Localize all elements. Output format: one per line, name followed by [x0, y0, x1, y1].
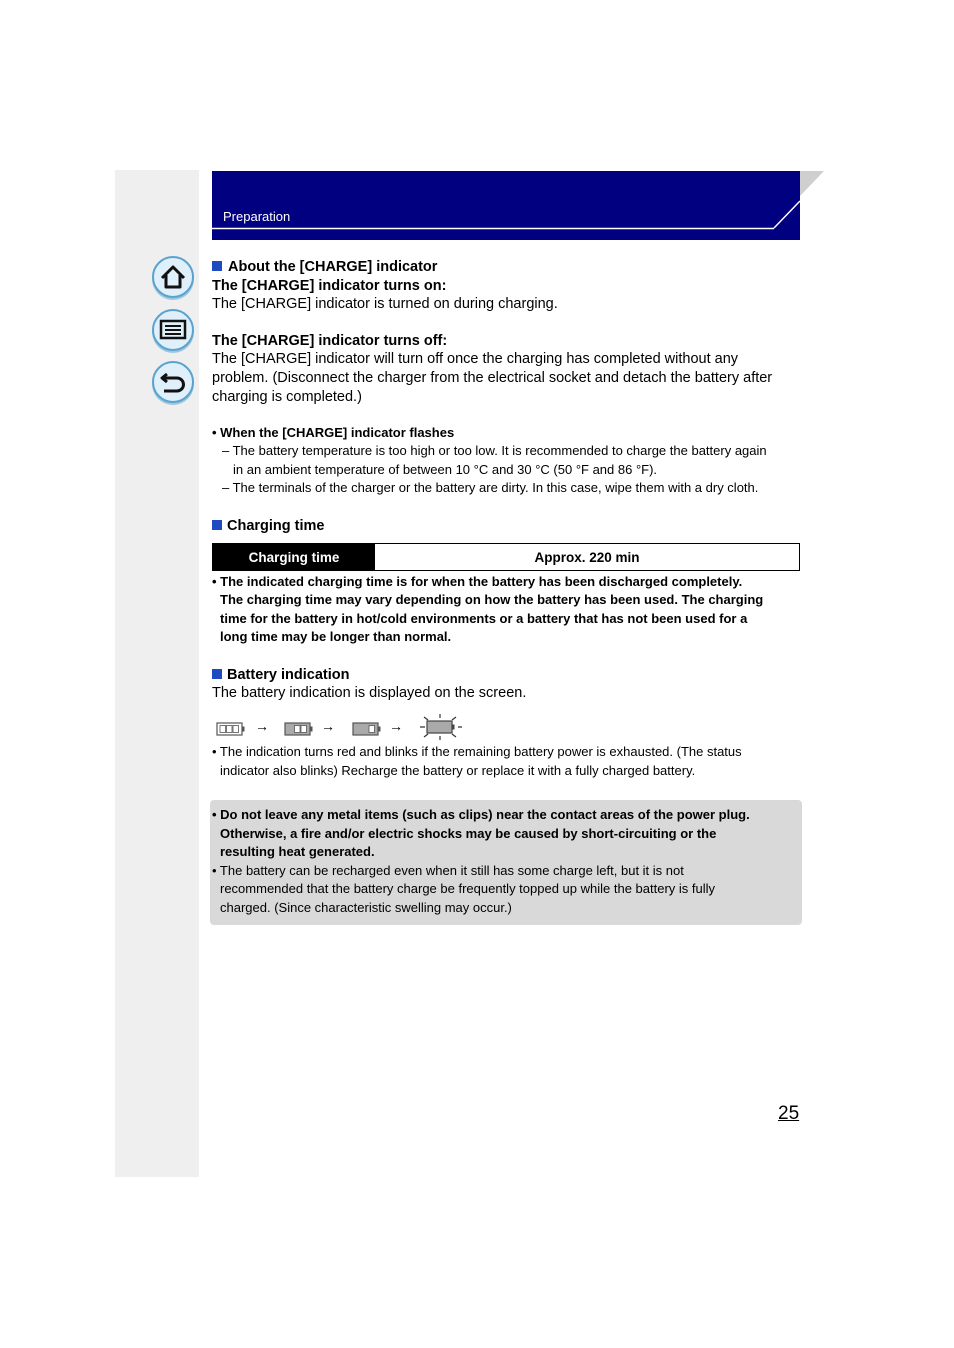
battery-empty-blinking-icon — [418, 713, 464, 741]
caution-line: • The battery can be recharged even when it still has some charge left, but it is not — [212, 863, 684, 878]
home-icon — [150, 255, 196, 301]
battery-indication-text: The battery indication is displayed on the screen. — [212, 685, 527, 701]
battery-note-line: indicator also blinks) Recharge the battery or replace it with a fully charged battery. — [220, 763, 696, 778]
charging-time-heading: Charging time — [212, 517, 324, 536]
charging-note-line: • The indicated charging time is for when the battery has been discharged completely. — [212, 574, 743, 589]
arrow-icon: → — [255, 718, 269, 734]
turns-off-line: problem. (Disconnect the charger from the electrical socket and detach the battery after — [212, 370, 773, 386]
charging-note-line: time for the battery in hot/cold environments or a battery that has not been used for a — [220, 611, 748, 626]
back-button[interactable] — [150, 360, 196, 406]
caution-line: recommended that the battery charge be frequently topped up while the battery is fully — [220, 881, 716, 896]
table-header-cell: Charging time — [213, 544, 375, 570]
contents-list-icon — [150, 308, 196, 354]
charge-indicator-heading: About the [CHARGE] indicator — [212, 258, 437, 277]
home-button[interactable] — [150, 255, 196, 301]
battery-note-line: • The indication turns red and blinks if the remaining battery power is exhausted. (The status — [212, 744, 742, 759]
header-underline — [212, 227, 782, 230]
turns-off-line: The [CHARGE] indicator will turn off once the charging has completed without any — [212, 351, 739, 367]
arrow-icon: → — [389, 718, 403, 734]
header-corner-decoration — [760, 170, 830, 242]
turns-off-label: The [CHARGE] indicator turns off: — [212, 333, 448, 349]
square-bullet-icon — [212, 261, 222, 271]
caution-bold-line: resulting heat generated. — [220, 844, 375, 859]
flash-label: • When the [CHARGE] indicator flashes — [212, 425, 455, 440]
battery-indication-heading: Battery indication — [212, 666, 349, 685]
contents-button[interactable] — [150, 308, 196, 354]
flash-item: in an ambient temperature of between 10 °C and 30 °C (50 °F and 86 °F). — [233, 462, 658, 477]
battery-low-icon — [352, 718, 382, 740]
battery-medium-icon — [284, 718, 314, 740]
square-bullet-icon — [212, 669, 222, 679]
table-value-cell: Approx. 220 min — [534, 549, 640, 565]
charging-time-table — [212, 543, 800, 571]
caution-line: charged. (Since characteristic swelling may occur.) — [220, 900, 512, 915]
back-icon — [150, 360, 196, 406]
charging-note-line: long time may be longer than normal. — [220, 629, 452, 644]
battery-full-icon — [216, 718, 246, 740]
page-number: 25 — [778, 1103, 800, 1124]
page-section-title: Preparation — [223, 209, 291, 224]
turns-off-line: charging is completed.) — [212, 389, 362, 405]
flash-item: – The terminals of the charger or the battery are dirty. In this case, wipe them with a dry cloth. — [222, 480, 759, 495]
square-bullet-icon — [212, 520, 222, 530]
caution-bold-line: Otherwise, a fire and/or electric shocks may be caused by short-circuiting or the — [220, 826, 717, 841]
charging-note-line: The charging time may vary depending on how the battery has been used. The charging — [220, 592, 764, 607]
flash-item: – The battery temperature is too high or too low. It is recommended to charge the battery again — [222, 443, 767, 458]
turns-on-text: The [CHARGE] indicator is turned on during charging. — [212, 296, 558, 312]
caution-bold-line: • Do not leave any metal items (such as clips) near the contact areas of the power plug. — [212, 807, 750, 822]
arrow-icon: → — [321, 718, 335, 734]
turns-on-label: The [CHARGE] indicator turns on: — [212, 278, 447, 294]
